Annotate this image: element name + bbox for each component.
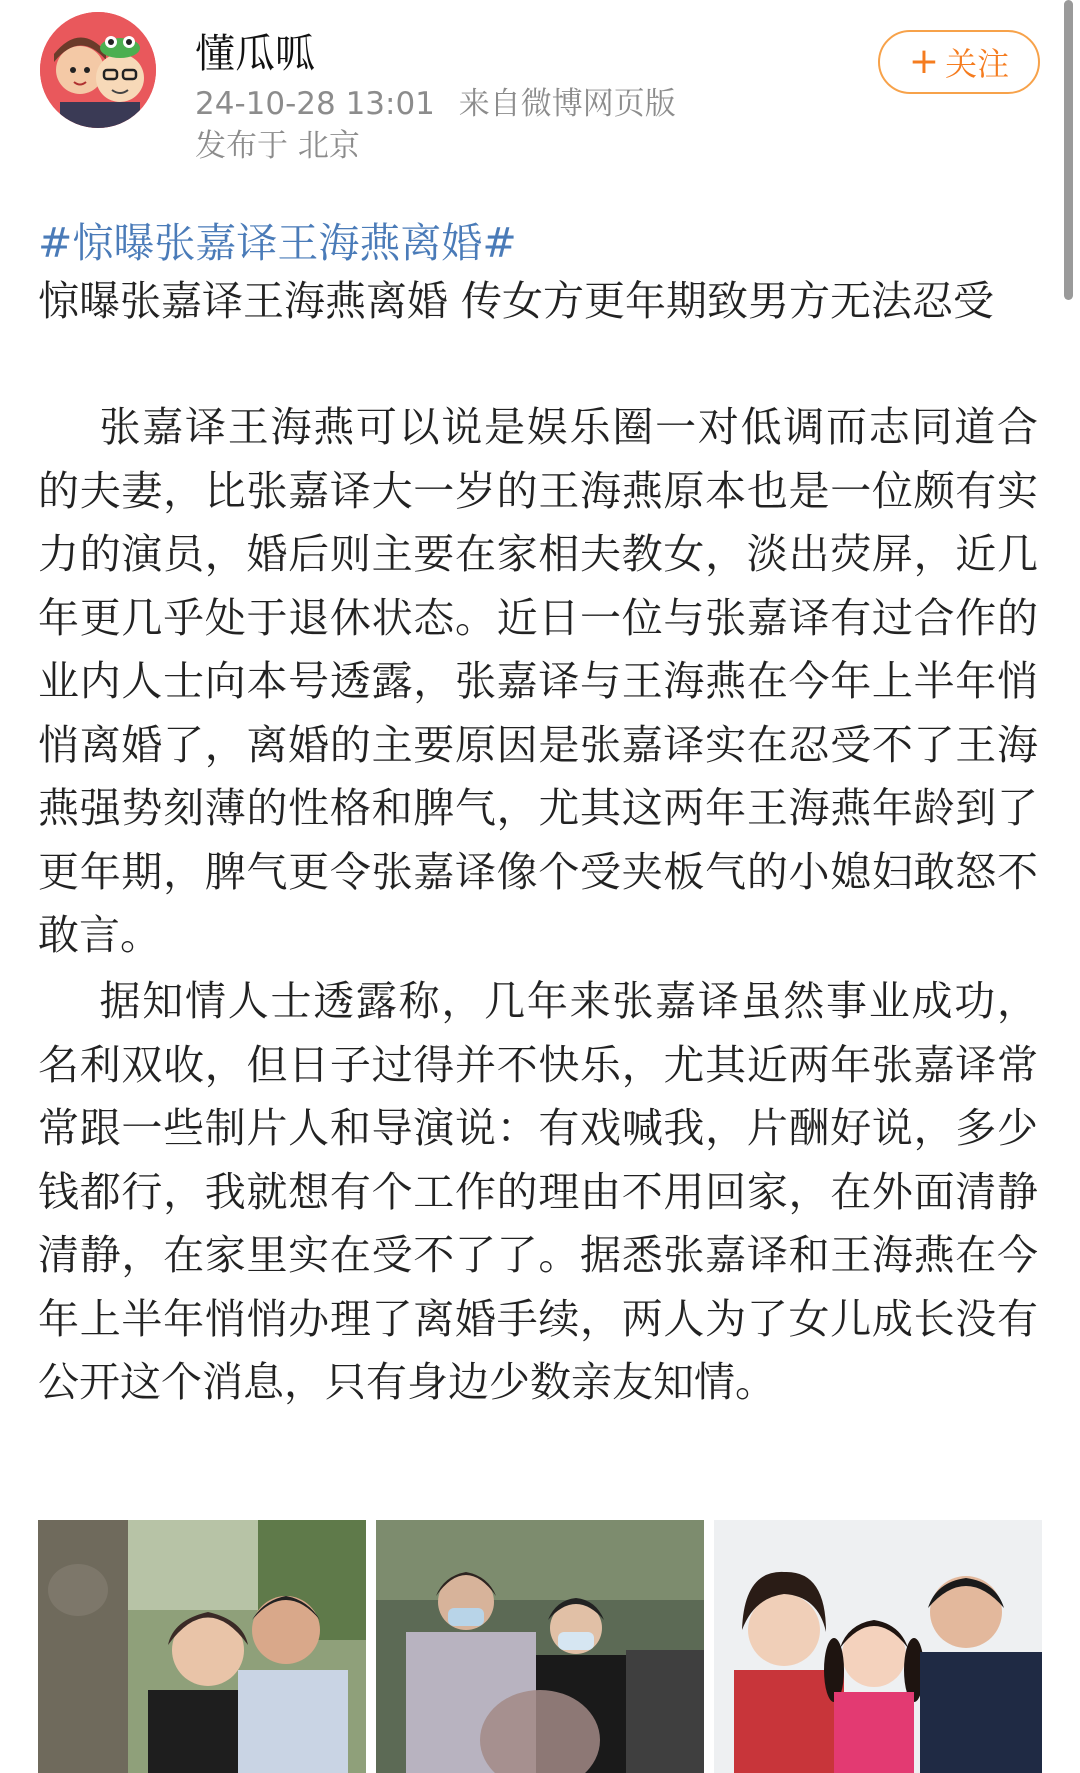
post-meta [195, 78, 676, 123]
avatar[interactable] [40, 12, 156, 128]
follow-button[interactable] [878, 30, 1040, 94]
plus-icon: + [908, 41, 940, 82]
follow-label: 关注 [945, 45, 1010, 83]
scrollbar[interactable] [1064, 0, 1073, 300]
post-paragraph-1: 张嘉译王海燕可以说是娱乐圈一对低调而志同道合的夫妻，比张嘉译大一岁的王海燕原本也是一位颇有实力的演员，婚后则主要在家相夫教女，淡出荧屏，近几年更几乎处于退休状态。近日一位与张嘉译有过合作的业内人士向本号透露，张嘉译与王海燕在今年上半年悄悄离婚了，离婚的主要原因是张嘉译实在忍受不了王海燕强势刻薄的性格和脾气，尤其这两年王海燕年龄到了更年期，脾气更令张嘉译像个受夹板气的小媳妇敢怒不敢言。 [38, 403, 1038, 959]
post-paragraph-2: 据知情人士透露称，几年来张嘉译虽然事业成功，名利双收，但日子过得并不快乐，尤其近两年张嘉译常常跟一些制片人和导演说：有戏喊我，片酬好说，多少钱都行，我就想有个工作的理由不用回家，在外面清静清静，在家里实在受不了了。据悉张嘉译和王海燕在今年上半年悄悄办理了离婚手续，两人为了女儿成长没有公开这个消息，只有身边少数亲友知情。 [38, 977, 1038, 1406]
photo-couple[interactable] [38, 1520, 366, 1773]
author-name[interactable]: 懂瓜呱 [195, 31, 315, 77]
photo-mother-daughter-masked[interactable] [376, 1520, 704, 1773]
post-location: 发布于 北京 [195, 128, 360, 164]
post-source: 来自微博网页版 [458, 86, 676, 122]
photo-family[interactable] [714, 1520, 1042, 1773]
hashtag-link[interactable]: #惊曝张嘉译王海燕离婚# [38, 219, 517, 267]
avatar-illustration [40, 12, 156, 128]
post-title: 惊曝张嘉译王海燕离婚 传女方更年期致男方无法忍受 [38, 277, 995, 325]
post-timestamp: 24-10-28 13:01 [195, 86, 435, 122]
